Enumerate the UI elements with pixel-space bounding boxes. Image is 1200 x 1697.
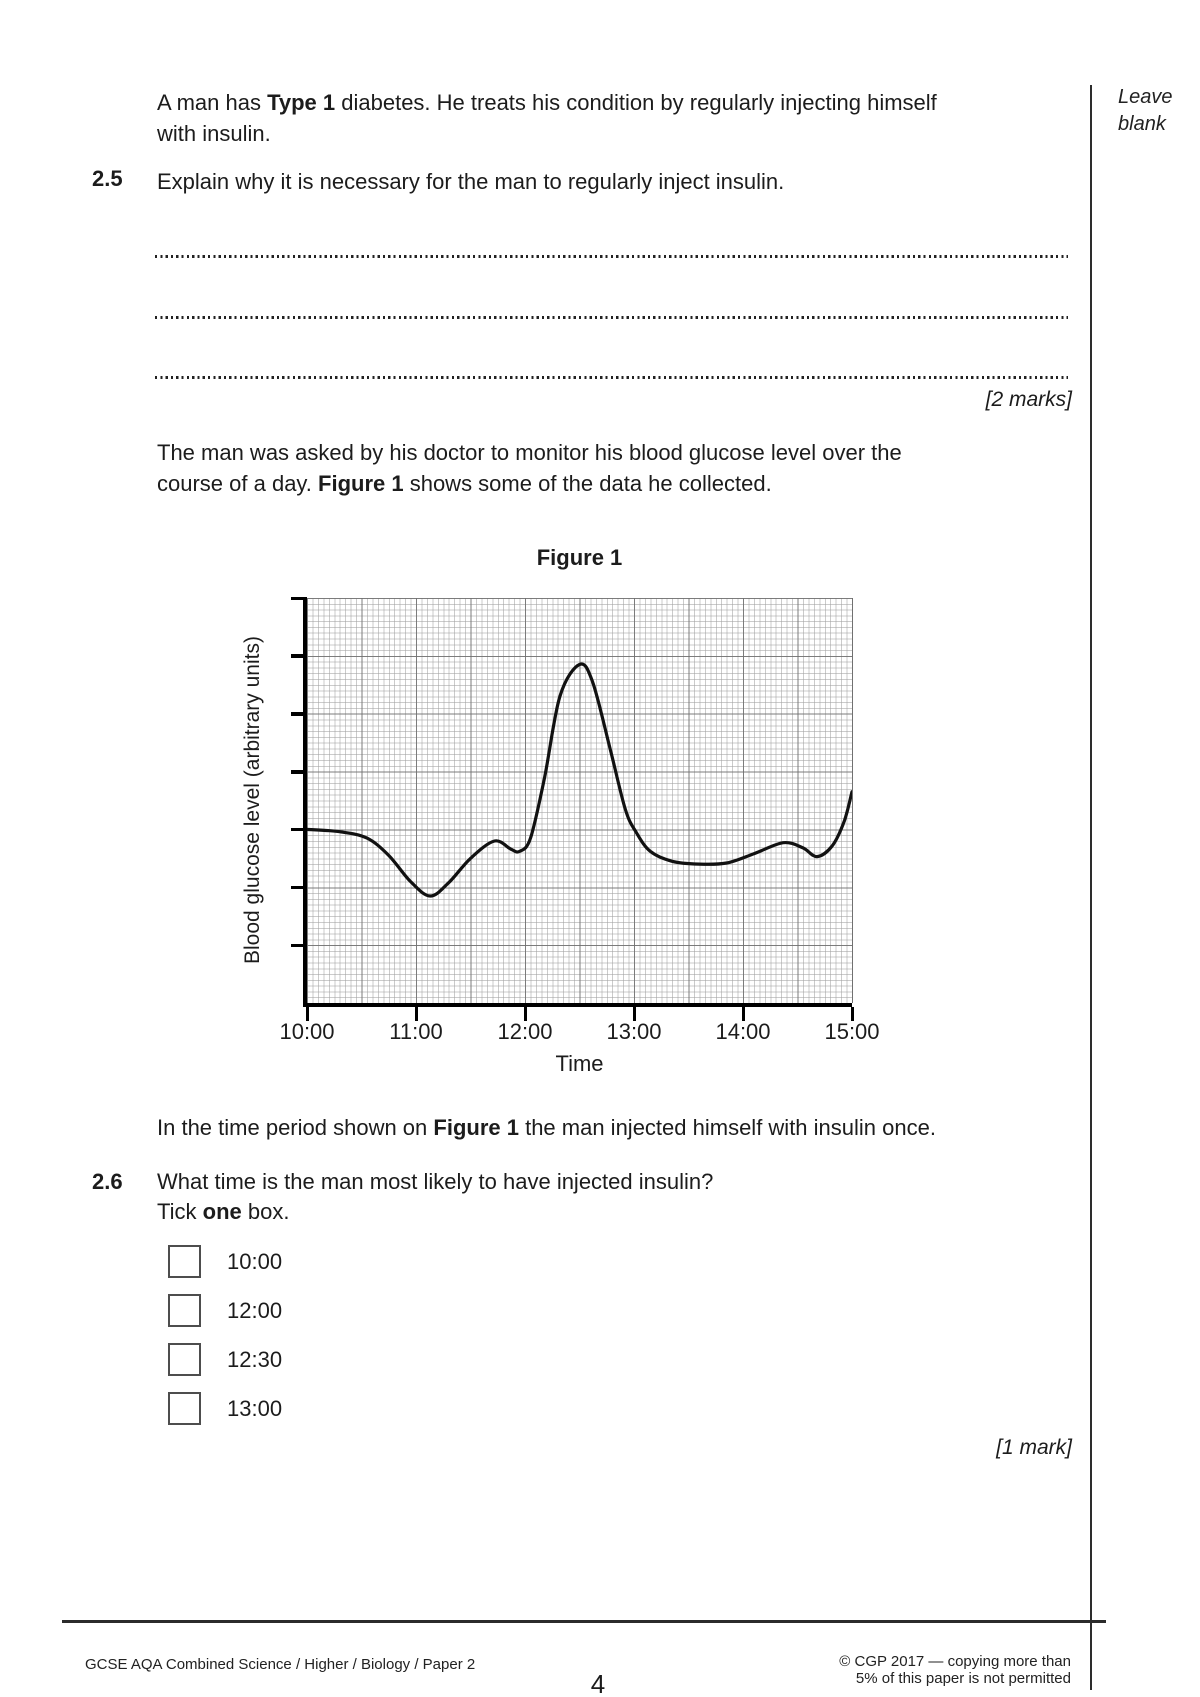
intro-text-cont: diabetes. He treats his condition by regularly injecting himself — [335, 90, 937, 115]
figure-intro-line1: The man was asked by his doctor to monitor his blood glucose level over the — [157, 440, 902, 465]
intro-text: A man has — [157, 90, 268, 115]
intro-line2: with insulin. — [157, 121, 271, 146]
chart-plot-area — [307, 598, 853, 1003]
leave-blank-note — [1118, 84, 1173, 138]
q26-marks-label: [1 mark] — [996, 1436, 1072, 1459]
footer-course-label: GCSE AQA Combined Science / Higher / Biology / Paper 2 — [85, 1656, 476, 1673]
q26-question-line: What time is the man most likely to have injected insulin? — [157, 1169, 714, 1194]
y-axis-title: Blood glucose level (arbitrary units) — [241, 636, 264, 964]
answer-line-1[interactable] — [155, 255, 1068, 258]
y-tick-4 — [291, 828, 307, 832]
y-tick-5 — [291, 886, 307, 890]
checkbox-label-13:00: 13:00 — [227, 1395, 283, 1421]
question-2-6-number: 2.6 — [92, 1169, 123, 1194]
x-axis-title: Time — [555, 1051, 604, 1076]
x-tick-label-12:00: 12:00 — [497, 1019, 553, 1044]
y-tick-3 — [291, 770, 307, 774]
intro-bold-type1: Type 1 — [267, 90, 336, 115]
checkbox-10:00[interactable] — [168, 1245, 201, 1278]
checkbox-label-10:00: 10:00 — [227, 1248, 283, 1274]
answer-line-2[interactable] — [155, 316, 1068, 319]
glucose-curve — [307, 598, 852, 1003]
q26-tick-bold: one — [202, 1199, 242, 1224]
insulin-once-bold: Figure 1 — [433, 1115, 519, 1140]
footer-copyright-line2: 5% of this paper is not permitted — [855, 1670, 1071, 1687]
question-2-5-text: Explain why it is necessary for the man to regularly inject insulin. — [157, 169, 785, 194]
x-tick-label-13:00: 13:00 — [606, 1019, 662, 1044]
figure-intro-line2-pre: course of a day. — [157, 471, 319, 496]
x-tick-label-14:00: 14:00 — [715, 1019, 771, 1044]
answer-line-3[interactable] — [155, 376, 1068, 379]
option-row-13:00 — [168, 1392, 282, 1425]
checkbox-label-12:30: 12:30 — [227, 1346, 283, 1372]
x-tick-label-11:00: 11:00 — [389, 1019, 443, 1044]
checkbox-12:30[interactable] — [168, 1343, 201, 1376]
footer-rule — [62, 1620, 1106, 1623]
leave-blank-line1: Leave — [1118, 86, 1173, 108]
intro-paragraph — [157, 87, 1077, 149]
x-tick-label-15:00: 15:00 — [824, 1019, 880, 1044]
x-axis-line — [303, 1003, 852, 1007]
option-row-12:00 — [168, 1294, 282, 1327]
question-2-6-text — [157, 1167, 1077, 1227]
option-row-12:30 — [168, 1343, 282, 1376]
figure-title: Figure 1 — [536, 545, 623, 570]
checkbox-label-12:00: 12:00 — [227, 1297, 283, 1323]
footer-copyright-line1: © CGP 2017 — copying more than — [839, 1653, 1071, 1670]
footer-copyright — [671, 1653, 1071, 1687]
margin-divider-line — [1090, 85, 1092, 1690]
y-tick-2 — [291, 712, 307, 716]
q26-tick-post: box. — [241, 1199, 290, 1224]
checkbox-12:00[interactable] — [168, 1294, 201, 1327]
y-tick-6 — [291, 944, 307, 948]
insulin-once-pre: In the time period shown on — [157, 1115, 434, 1140]
figure-intro-line2-post: shows some of the data he collected. — [403, 471, 772, 496]
page-number: 4 — [590, 1669, 606, 1697]
q26-tick-pre: Tick — [157, 1199, 203, 1224]
checkbox-13:00[interactable] — [168, 1392, 201, 1425]
y-tick-0 — [291, 597, 307, 601]
y-tick-1 — [291, 654, 307, 658]
figure-intro-paragraph — [157, 437, 1077, 499]
figure-intro-bold: Figure 1 — [318, 471, 404, 496]
x-tick-label-10:00: 10:00 — [279, 1019, 335, 1044]
insulin-once-post: the man injected himself with insulin once. — [518, 1115, 936, 1140]
q25-marks-label: [2 marks] — [985, 388, 1072, 411]
question-2-5-number: 2.5 — [92, 166, 123, 191]
insulin-once-paragraph — [157, 1112, 1077, 1143]
leave-blank-line2: blank — [1118, 113, 1166, 135]
option-row-10:00 — [168, 1245, 282, 1278]
